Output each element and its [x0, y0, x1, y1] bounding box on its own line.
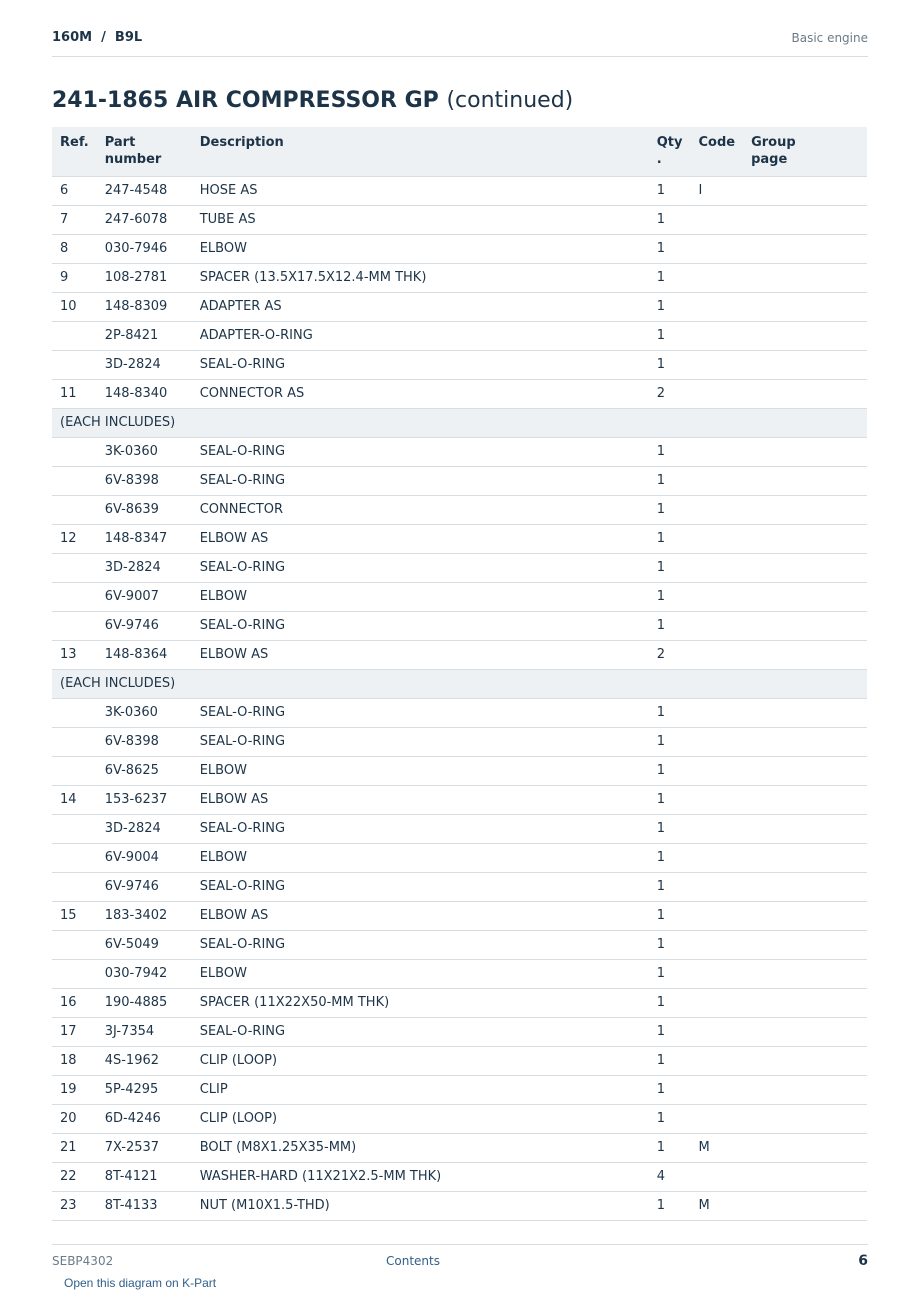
description-cell: CONNECTOR [192, 495, 649, 524]
col-ref: Ref. [52, 127, 97, 176]
title-group-number: 241-1865 AIR COMPRESSOR GP [52, 88, 439, 113]
part-number-cell: 8T-4133 [97, 1191, 192, 1220]
group-page-cell [743, 437, 867, 466]
ref-cell: 23 [52, 1191, 97, 1220]
part-number-cell: 190-4885 [97, 988, 192, 1017]
qty-cell: 1 [649, 988, 691, 1017]
part-number-cell: 030-7946 [97, 234, 192, 263]
group-page-cell [743, 1162, 867, 1191]
table-row [52, 350, 867, 379]
code-cell [690, 727, 743, 756]
group-page-cell [743, 263, 867, 292]
table-row [52, 524, 867, 553]
page-footer [52, 1244, 868, 1275]
code-cell [690, 843, 743, 872]
document-id: SEBP4302 [52, 1254, 114, 1268]
description-cell: SEAL-O-RING [192, 930, 649, 959]
part-number-cell: 5P-4295 [97, 1075, 192, 1104]
group-page-cell [743, 756, 867, 785]
qty-cell: 1 [649, 582, 691, 611]
qty-cell: 1 [649, 205, 691, 234]
group-page-cell [743, 930, 867, 959]
description-cell: WASHER-HARD (11X21X2.5-MM THK) [192, 1162, 649, 1191]
description-cell: SPACER (11X22X50-MM THK) [192, 988, 649, 1017]
part-number-cell: 3K-0360 [97, 698, 192, 727]
description-cell: TUBE AS [192, 205, 649, 234]
part-number-cell: 6V-9007 [97, 582, 192, 611]
group-page-cell [743, 698, 867, 727]
qty-cell: 1 [649, 1133, 691, 1162]
code-cell [690, 292, 743, 321]
code-cell [690, 437, 743, 466]
code-cell [690, 263, 743, 292]
table-row [52, 872, 867, 901]
ref-cell [52, 582, 97, 611]
code-cell [690, 756, 743, 785]
part-number-cell: 183-3402 [97, 901, 192, 930]
description-cell: ELBOW [192, 756, 649, 785]
ref-cell [52, 321, 97, 350]
ref-cell [52, 495, 97, 524]
part-number-cell: 6V-8639 [97, 495, 192, 524]
table-row [52, 495, 867, 524]
table-row [52, 292, 867, 321]
ref-cell: 15 [52, 901, 97, 930]
part-number-cell: 2P-8421 [97, 321, 192, 350]
description-cell: BOLT (M8X1.25X35-MM) [192, 1133, 649, 1162]
group-page-cell [743, 466, 867, 495]
qty-cell: 1 [649, 292, 691, 321]
ref-cell: 21 [52, 1133, 97, 1162]
ref-cell: 18 [52, 1046, 97, 1075]
part-number-cell: 247-6078 [97, 205, 192, 234]
code-cell [690, 988, 743, 1017]
ref-cell [52, 814, 97, 843]
description-cell: ELBOW AS [192, 524, 649, 553]
group-page-cell [743, 901, 867, 930]
table-row [52, 553, 867, 582]
group-page-cell [743, 843, 867, 872]
code-cell [690, 379, 743, 408]
part-number-cell: 3J-7354 [97, 1017, 192, 1046]
description-cell: ELBOW [192, 234, 649, 263]
qty-cell: 1 [649, 930, 691, 959]
code-cell [690, 495, 743, 524]
title-suffix: (continued) [446, 88, 574, 113]
ref-cell [52, 959, 97, 988]
qty-cell: 1 [649, 814, 691, 843]
code-cell: M [690, 1191, 743, 1220]
ref-cell [52, 727, 97, 756]
group-page-cell [743, 379, 867, 408]
part-number-cell: 8T-4121 [97, 1162, 192, 1191]
code-cell [690, 640, 743, 669]
qty-cell: 1 [649, 1104, 691, 1133]
part-number-cell: 6V-9746 [97, 611, 192, 640]
qty-cell: 1 [649, 1017, 691, 1046]
ref-cell: 19 [52, 1075, 97, 1104]
qty-cell: 1 [649, 872, 691, 901]
ref-cell [52, 756, 97, 785]
description-cell: ADAPTER-O-RING [192, 321, 649, 350]
includes-note-row [52, 669, 867, 698]
code-cell [690, 698, 743, 727]
qty-cell: 1 [649, 843, 691, 872]
section-label: Basic engine [791, 31, 868, 45]
description-cell: CLIP [192, 1075, 649, 1104]
part-number-cell: 3D-2824 [97, 814, 192, 843]
group-page-cell [743, 1046, 867, 1075]
qty-cell: 1 [649, 727, 691, 756]
group-page-cell [743, 495, 867, 524]
part-number-cell: 6V-9004 [97, 843, 192, 872]
part-number-cell: 148-8364 [97, 640, 192, 669]
ref-cell: 17 [52, 1017, 97, 1046]
qty-cell: 1 [649, 263, 691, 292]
part-number-cell: 108-2781 [97, 263, 192, 292]
col-description: Description [192, 127, 649, 176]
table-row [52, 814, 867, 843]
table-row [52, 1133, 867, 1162]
table-row [52, 901, 867, 930]
part-number-cell: 153-6237 [97, 785, 192, 814]
ref-cell: 9 [52, 263, 97, 292]
description-cell: ADAPTER AS [192, 292, 649, 321]
ref-cell [52, 466, 97, 495]
qty-cell: 1 [649, 437, 691, 466]
ref-cell: 20 [52, 1104, 97, 1133]
qty-cell: 1 [649, 1075, 691, 1104]
ref-cell: 10 [52, 292, 97, 321]
code-cell: M [690, 1133, 743, 1162]
group-page-cell [743, 727, 867, 756]
part-number-cell: 247-4548 [97, 176, 192, 205]
includes-note: (EACH INCLUDES) [52, 408, 867, 437]
includes-note: (EACH INCLUDES) [52, 669, 867, 698]
table-row [52, 205, 867, 234]
ref-cell: 13 [52, 640, 97, 669]
qty-cell: 1 [649, 466, 691, 495]
code-cell [690, 1017, 743, 1046]
code-cell: I [690, 176, 743, 205]
table-row [52, 1191, 867, 1220]
group-page-cell [743, 1075, 867, 1104]
code-cell [690, 350, 743, 379]
ref-cell [52, 611, 97, 640]
description-cell: SEAL-O-RING [192, 350, 649, 379]
ref-cell: 6 [52, 176, 97, 205]
description-cell: SEAL-O-RING [192, 437, 649, 466]
ref-cell: 16 [52, 988, 97, 1017]
part-number-cell: 148-8309 [97, 292, 192, 321]
qty-cell: 1 [649, 350, 691, 379]
group-page-cell [743, 640, 867, 669]
description-cell: SEAL-O-RING [192, 611, 649, 640]
ref-cell [52, 698, 97, 727]
description-cell: CLIP (LOOP) [192, 1104, 649, 1133]
part-number-cell: 6V-5049 [97, 930, 192, 959]
table-row [52, 843, 867, 872]
table-row [52, 1104, 867, 1133]
ref-cell [52, 350, 97, 379]
col-qty: Qty . [649, 127, 691, 176]
qty-cell: 1 [649, 495, 691, 524]
code-cell [690, 553, 743, 582]
table-row [52, 611, 867, 640]
breadcrumb: 160M / B9L [52, 30, 143, 45]
code-cell [690, 524, 743, 553]
code-cell [690, 1104, 743, 1133]
part-number-cell: 6V-8625 [97, 756, 192, 785]
description-cell: ELBOW AS [192, 785, 649, 814]
page-title [52, 88, 573, 113]
table-row [52, 727, 867, 756]
table-row [52, 640, 867, 669]
group-page-cell [743, 1104, 867, 1133]
qty-cell: 4 [649, 1162, 691, 1191]
description-cell: SEAL-O-RING [192, 872, 649, 901]
table-row [52, 1046, 867, 1075]
ref-cell: 11 [52, 379, 97, 408]
open-diagram-link[interactable]: Open this diagram on K-Part [64, 1276, 217, 1290]
qty-cell: 1 [649, 1191, 691, 1220]
table-row [52, 176, 867, 205]
table-row [52, 263, 867, 292]
ref-cell [52, 930, 97, 959]
part-number-cell: 030-7942 [97, 959, 192, 988]
description-cell: CONNECTOR AS [192, 379, 649, 408]
ref-cell [52, 553, 97, 582]
qty-cell: 1 [649, 611, 691, 640]
group-page-cell [743, 234, 867, 263]
ref-cell: 7 [52, 205, 97, 234]
code-cell [690, 1162, 743, 1191]
part-number-cell: 6V-8398 [97, 466, 192, 495]
qty-cell: 1 [649, 176, 691, 205]
qty-cell: 1 [649, 901, 691, 930]
table-row [52, 698, 867, 727]
group-page-cell [743, 553, 867, 582]
table-row [52, 756, 867, 785]
description-cell: ELBOW AS [192, 901, 649, 930]
ref-cell: 12 [52, 524, 97, 553]
code-cell [690, 234, 743, 263]
ref-cell: 22 [52, 1162, 97, 1191]
group-page-cell [743, 524, 867, 553]
description-cell: SEAL-O-RING [192, 727, 649, 756]
group-page-cell [743, 814, 867, 843]
description-cell: ELBOW [192, 582, 649, 611]
table-row [52, 1162, 867, 1191]
contents-link[interactable]: Contents [386, 1254, 440, 1268]
qty-cell: 2 [649, 379, 691, 408]
ref-cell [52, 872, 97, 901]
description-cell: ELBOW [192, 959, 649, 988]
table-row [52, 582, 867, 611]
table-row [52, 988, 867, 1017]
table-row [52, 379, 867, 408]
qty-cell: 1 [649, 553, 691, 582]
code-cell [690, 1075, 743, 1104]
ref-cell: 8 [52, 234, 97, 263]
code-cell [690, 466, 743, 495]
col-code: Code [690, 127, 743, 176]
part-number-cell: 3D-2824 [97, 553, 192, 582]
description-cell: SEAL-O-RING [192, 466, 649, 495]
description-cell: HOSE AS [192, 176, 649, 205]
description-cell: SPACER (13.5X17.5X12.4-MM THK) [192, 263, 649, 292]
qty-cell: 1 [649, 321, 691, 350]
description-cell: SEAL-O-RING [192, 814, 649, 843]
code-cell [690, 611, 743, 640]
group-page-cell [743, 205, 867, 234]
group-page-cell [743, 1133, 867, 1162]
table-row [52, 437, 867, 466]
col-part-number: Part number [97, 127, 192, 176]
qty-cell: 1 [649, 698, 691, 727]
code-cell [690, 1046, 743, 1075]
ref-cell [52, 437, 97, 466]
code-cell [690, 901, 743, 930]
part-number-cell: 3D-2824 [97, 350, 192, 379]
code-cell [690, 814, 743, 843]
description-cell: SEAL-O-RING [192, 1017, 649, 1046]
description-cell: NUT (M10X1.5-THD) [192, 1191, 649, 1220]
ref-cell [52, 843, 97, 872]
table-row [52, 959, 867, 988]
code-cell [690, 321, 743, 350]
description-cell: SEAL-O-RING [192, 698, 649, 727]
table-row [52, 1075, 867, 1104]
part-number-cell: 148-8347 [97, 524, 192, 553]
part-number-cell: 6V-9746 [97, 872, 192, 901]
description-cell: ELBOW [192, 843, 649, 872]
code-cell [690, 785, 743, 814]
group-page-cell [743, 785, 867, 814]
part-number-cell: 7X-2537 [97, 1133, 192, 1162]
table-row [52, 234, 867, 263]
table-header-row [52, 127, 867, 176]
part-number-cell: 3K-0360 [97, 437, 192, 466]
qty-cell: 1 [649, 785, 691, 814]
table-row [52, 785, 867, 814]
parts-table-body [52, 176, 867, 1220]
code-cell [690, 582, 743, 611]
group-page-cell [743, 350, 867, 379]
group-page-cell [743, 321, 867, 350]
part-number-cell: 4S-1962 [97, 1046, 192, 1075]
group-page-cell [743, 176, 867, 205]
table-row [52, 1017, 867, 1046]
code-cell [690, 205, 743, 234]
description-cell: CLIP (LOOP) [192, 1046, 649, 1075]
description-cell: ELBOW AS [192, 640, 649, 669]
parts-table [52, 127, 867, 1221]
table-row [52, 321, 867, 350]
page-number: 6 [858, 1253, 868, 1269]
ref-cell: 14 [52, 785, 97, 814]
qty-cell: 2 [649, 640, 691, 669]
group-page-cell [743, 1191, 867, 1220]
qty-cell: 1 [649, 524, 691, 553]
group-page-cell [743, 988, 867, 1017]
qty-cell: 1 [649, 756, 691, 785]
part-number-cell: 6D-4246 [97, 1104, 192, 1133]
group-page-cell [743, 959, 867, 988]
qty-cell: 1 [649, 1046, 691, 1075]
description-cell: SEAL-O-RING [192, 553, 649, 582]
code-cell [690, 872, 743, 901]
part-number-cell: 148-8340 [97, 379, 192, 408]
group-page-cell [743, 292, 867, 321]
table-row [52, 930, 867, 959]
col-group-page: Group page [743, 127, 867, 176]
group-page-cell [743, 611, 867, 640]
group-page-cell [743, 1017, 867, 1046]
group-page-cell [743, 872, 867, 901]
page-header [52, 28, 868, 57]
part-number-cell: 6V-8398 [97, 727, 192, 756]
qty-cell: 1 [649, 959, 691, 988]
code-cell [690, 930, 743, 959]
qty-cell: 1 [649, 234, 691, 263]
group-page-cell [743, 582, 867, 611]
table-row [52, 466, 867, 495]
includes-note-row [52, 408, 867, 437]
code-cell [690, 959, 743, 988]
